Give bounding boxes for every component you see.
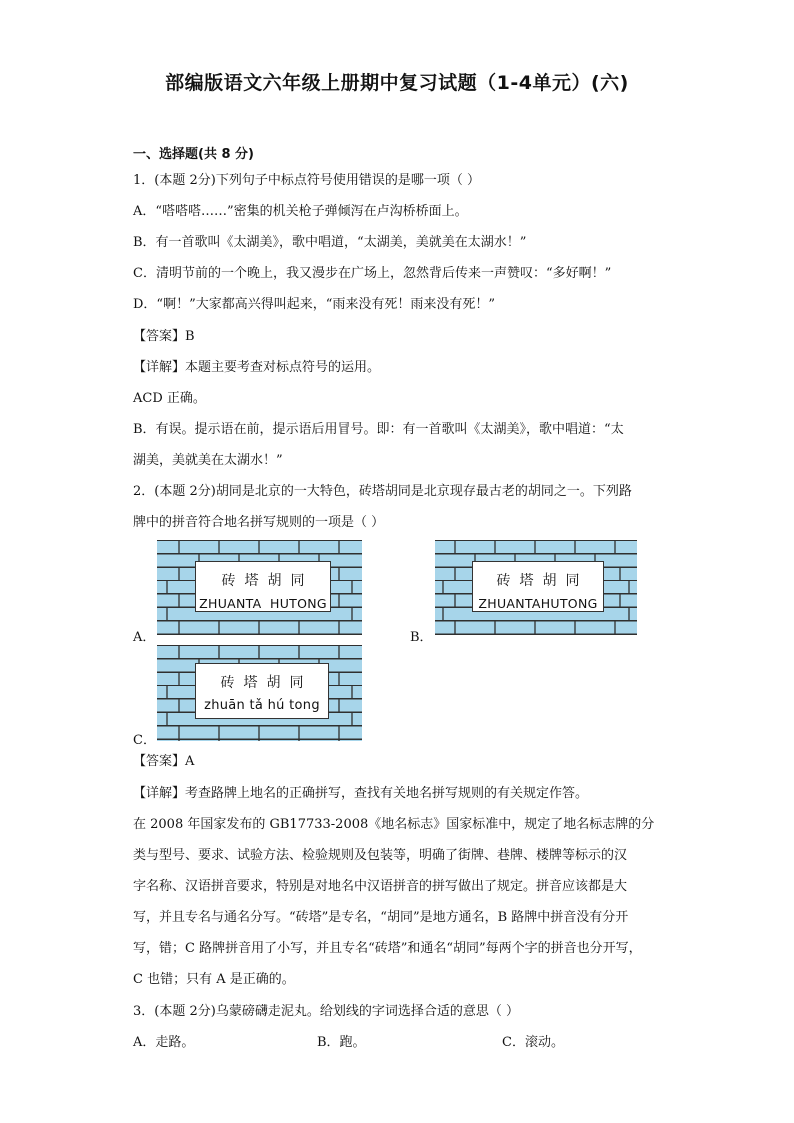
q2-explain-1: 在 2008 年国家发布的 GB17733-2008《地名标志》国家标准中，规定了地名标志牌的分 (133, 817, 655, 832)
q1-detail: 【详解】本题主要考查对标点符号的运用。 (133, 360, 381, 375)
sign-plate-a (195, 561, 331, 612)
sign-a-pinyin: ZHUANTA HUTONG (199, 596, 327, 611)
q3-option-a: A．走路。 (133, 1035, 195, 1050)
sign-b-pinyin: ZHUANTAHUTONG (478, 596, 598, 611)
section-heading: 一、选择题(共 8 分) (133, 147, 254, 162)
q1-explain-1: ACD 正确。 (133, 391, 206, 406)
q2-explain-4: 写，并且专名与通名分写。“砖塔”是专名，“胡同”是地方通名，B 路牌中拼音没有分开 (133, 910, 629, 925)
road-sign-c (157, 645, 362, 741)
q2-answer: 【答案】A (133, 754, 195, 769)
q1-explain-2b: 湖美，美就美在太湖水！” (133, 453, 283, 468)
q1-answer: 【答案】B (133, 329, 195, 344)
q1-explain-2a: B．有误。提示语在前，提示语后用冒号。即：有一首歌叫《太湖美》，歌中唱道：“太 (133, 422, 624, 437)
q3-option-b: B．跑。 (317, 1035, 366, 1050)
q3-stem: 3．(本题 2分)乌蒙磅礴走泥丸。给划线的字词选择合适的意思（ ） (133, 1004, 519, 1019)
q2-label-a: A． (133, 630, 156, 645)
q2-stem-b: 牌中的拼音符合地名拼写规则的一项是（ ） (133, 515, 385, 530)
q2-label-c: C． (133, 733, 156, 748)
sign-c-pinyin: zhuān tǎ hú tong (204, 698, 320, 713)
sign-a-chinese: 砖塔胡同 (221, 573, 314, 589)
q1-option-b: B．有一首歌叫《太湖美》，歌中唱道，“太湖美，美就美在太湖水！” (133, 235, 527, 250)
q1-stem: 1．(本题 2分)下列句子中标点符号使用错误的是哪一项（ ） (133, 173, 480, 188)
sign-c-chinese: 砖塔胡同 (220, 675, 313, 691)
sign-plate-b (472, 561, 604, 612)
q2-explain-6: C 也错；只有 A 是正确的。 (133, 972, 295, 987)
q2-label-b: B． (410, 630, 433, 645)
q2-stem-a: 2．(本题 2分)胡同是北京的一大特色，砖塔胡同是北京现存最古老的胡同之一。下列路 (133, 484, 632, 499)
road-sign-a (157, 540, 362, 635)
page-title: 部编版语文六年级上册期中复习试题（1-4单元）(六) (165, 72, 629, 94)
q1-option-c: C．清明节前的一个晚上，我又漫步在广场上，忽然背后传来一声赞叹：“多好啊！” (133, 266, 612, 281)
q2-explain-3: 字名称、汉语拼音要求，特别是对地名中汉语拼音的拼写做出了规定。拼音应该都是大 (133, 879, 628, 894)
q1-option-a: A．“嗒嗒嗒……”密集的机关枪子弹倾泻在卢沟桥桥面上。 (133, 204, 468, 219)
q3-option-c: C．滚动。 (502, 1035, 564, 1050)
q2-explain-5: 写，错；C 路牌拼音用了小写，并且专名“砖塔”和通名“胡同”每两个字的拼音也分开写， (133, 941, 642, 956)
q2-explain-2: 类与型号、要求、试验方法、检验规则及包装等，明确了街牌、巷牌、楼牌等标示的汉 (133, 848, 628, 863)
sign-b-chinese: 砖塔胡同 (496, 573, 589, 589)
q1-option-d: D．“啊！”大家都高兴得叫起来，“雨来没有死！雨来没有死！” (133, 297, 496, 312)
q2-detail: 【详解】考查路牌上地名的正确拼写，查找有关地名拼写规则的有关规定作答。 (133, 786, 589, 801)
sign-plate-c (195, 663, 329, 719)
road-sign-b (435, 540, 637, 635)
